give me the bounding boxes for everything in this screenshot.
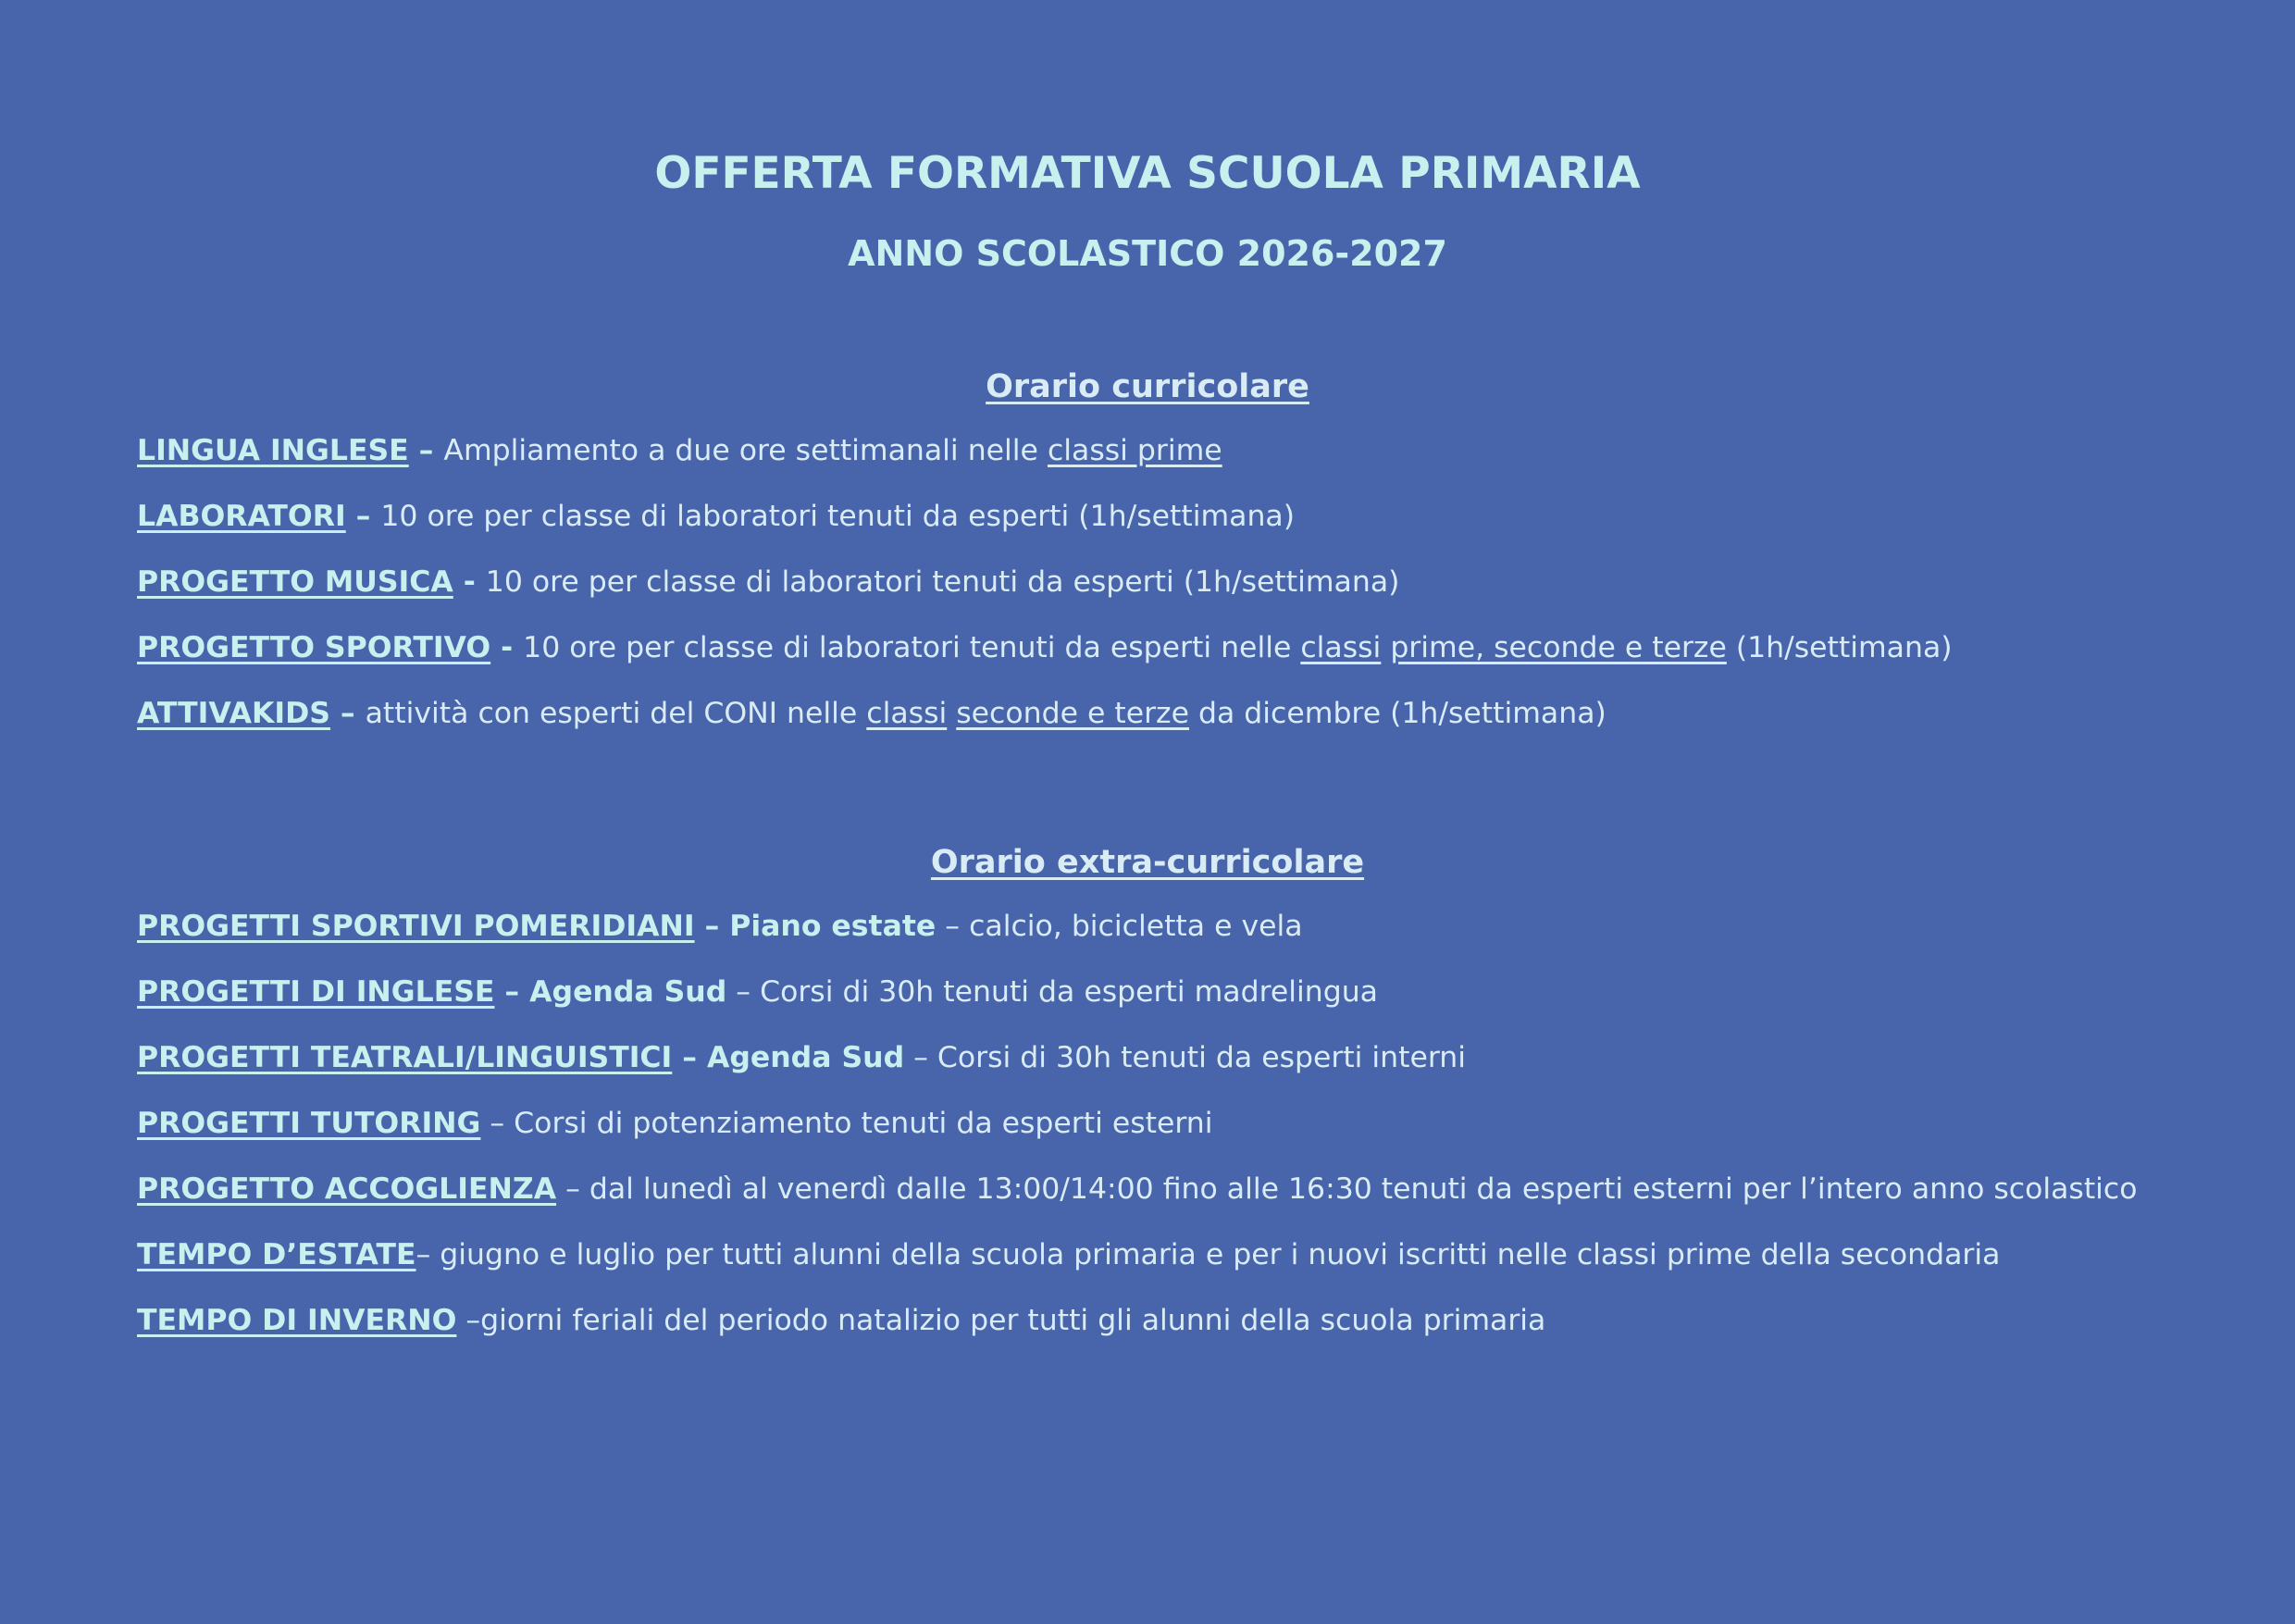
page-title: OFFERTA FORMATIVA SCUOLA PRIMARIA — [654, 148, 1641, 199]
item-text: – Corsi di potenziamento tenuti da esperti esterni — [480, 1107, 1213, 1140]
list-item — [137, 1039, 2258, 1105]
item-separator: – — [408, 434, 444, 467]
item-text: –giorni feriali del periodo natalizio per tutti gli alunni della scuola primaria — [456, 1304, 1546, 1337]
item-text: – giugno e luglio per tutti alunni della scuola primaria e per i nuovi iscritti nelle classi prime della secondaria — [416, 1238, 2001, 1271]
list-item — [137, 695, 2258, 761]
item-key: PROGETTO ACCOGLIENZA — [137, 1172, 557, 1206]
item-text: – calcio, bicicletta e vela — [936, 910, 1303, 943]
section-heading-extracurricular: Orario extra-curricolare — [930, 844, 1365, 881]
item-separator: – — [345, 500, 381, 533]
item-funding: – Piano estate — [694, 910, 937, 943]
list-item — [137, 564, 2258, 629]
item-underlined-text: classi — [1300, 631, 1382, 664]
list-item — [137, 432, 2258, 498]
list-item — [137, 1302, 2258, 1368]
list-item — [137, 1236, 2258, 1302]
list-item — [137, 498, 2258, 564]
list-item — [137, 629, 2258, 695]
extracurricular-list — [137, 908, 2258, 1368]
item-key: ATTIVAKIDS — [137, 697, 330, 730]
item-text: 10 ore per classe di laboratori tenuti da esperti (1h/settimana) — [485, 565, 1400, 599]
item-separator: - — [453, 565, 486, 599]
list-item — [137, 1171, 2258, 1236]
item-text-tail: (1h/settimana) — [1726, 631, 1953, 664]
item-key: PROGETTI SPORTIVI POMERIDIANI — [137, 910, 695, 943]
section-heading-curricular: Orario curricolare — [986, 368, 1309, 405]
item-key: PROGETTI TEATRALI/LINGUISTICI — [137, 1041, 673, 1074]
item-text: – Corsi di 30h tenuti da esperti madrelingua — [726, 975, 1378, 1009]
item-text: – Corsi di 30h tenuti da esperti interni — [904, 1041, 1466, 1074]
item-text-gap — [1381, 631, 1390, 664]
item-underlined-text: seconde e terze — [956, 697, 1189, 730]
item-underlined-text: prime, seconde e terze — [1390, 631, 1727, 664]
item-separator: – — [329, 697, 366, 730]
page-subtitle: ANNO SCOLASTICO 2026-2027 — [848, 233, 1447, 274]
item-separator: - — [490, 631, 524, 664]
item-key: LINGUA INGLESE — [137, 434, 409, 467]
item-text-tail: da dicembre (1h/settimana) — [1188, 697, 1606, 730]
list-item — [137, 1105, 2258, 1171]
item-key: LABORATORI — [137, 500, 346, 533]
item-underlined-text: classi — [866, 697, 948, 730]
item-key: TEMPO D’ESTATE — [137, 1238, 416, 1271]
item-text: – dal lunedì al venerdì dalle 13:00/14:00 fino alle 16:30 tenuti da esperti esterni per l’intero anno scolastico — [556, 1172, 2138, 1206]
item-text: 10 ore per classe di laboratori tenuti da esperti nelle — [523, 631, 1301, 664]
item-key: PROGETTI TUTORING — [137, 1107, 481, 1140]
item-key: TEMPO DI INVERNO — [137, 1304, 457, 1337]
item-key: PROGETTO MUSICA — [137, 565, 453, 599]
item-key: PROGETTI DI INGLESE — [137, 975, 495, 1009]
item-funding: – Agenda Sud — [494, 975, 727, 1009]
list-item — [137, 908, 2258, 973]
item-text: Ampliamento a due ore settimanali nelle — [443, 434, 1048, 467]
item-key: PROGETTO SPORTIVO — [137, 631, 491, 664]
item-underlined-text: classi prime — [1047, 434, 1222, 467]
list-item — [137, 973, 2258, 1039]
curricular-list — [137, 432, 2258, 761]
item-text: 10 ore per classe di laboratori tenuti da esperti (1h/settimana) — [380, 500, 1295, 533]
item-text-gap — [947, 697, 956, 730]
item-funding: – Agenda Sud — [672, 1041, 905, 1074]
item-text: attività con esperti del CONI nelle — [365, 697, 867, 730]
